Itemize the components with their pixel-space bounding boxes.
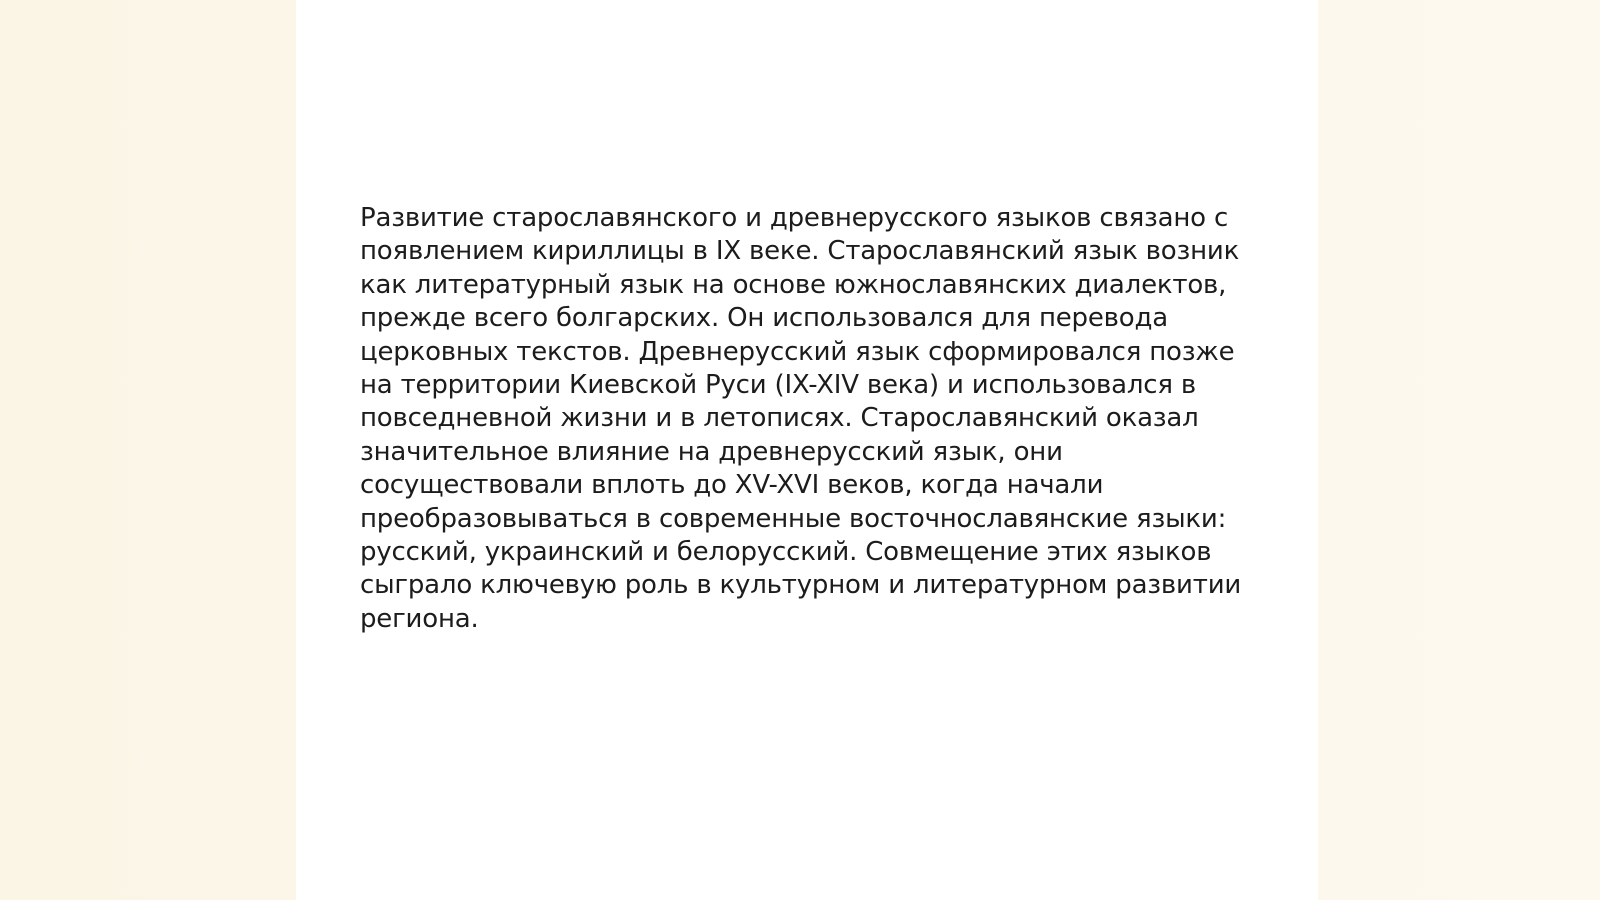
body-paragraph: Развитие старославянского и древнерусского языков связано с появлением кириллицы в IX веке. Старославянский язык возник как литературный язык на основе южнославянских диалектов, прежде всего болгарских. Он использовался для перевода церковных текстов. Древнерусский язык сформировался позже на территории Киевской Руси (IX-XIV века) и использовался в повседневной жизни и в летописях. Старославянский оказал значительное влияние на древнерусский язык, они сосуществовали вплоть до XV-XVI веков, когда начали преобразовываться в современные восточнославянские языки: русский, украинский и белорусский. Совмещение этих языков сыграло ключевую роль в культурном и литературном развитии региона.	[360, 203, 1242, 634]
document-page	[296, 0, 1318, 900]
